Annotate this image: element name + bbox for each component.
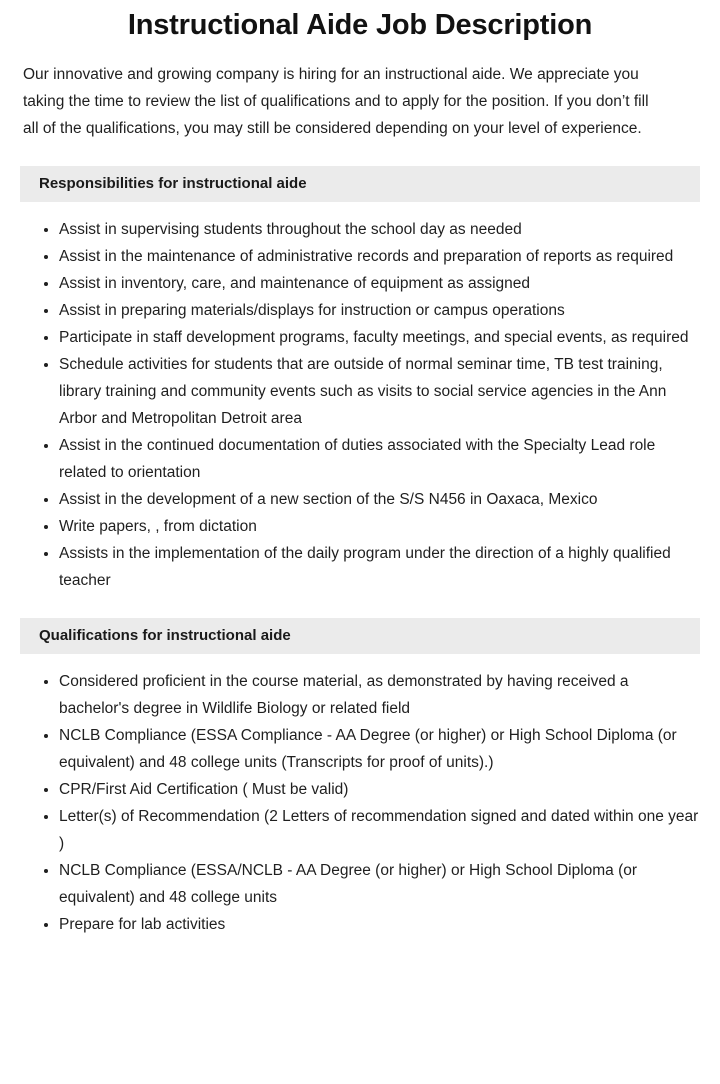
list-item: CPR/First Aid Certification ( Must be valid) [20,776,700,803]
list-item: Letter(s) of Recommendation (2 Letters of recommendation signed and dated within one year ) [20,803,700,857]
list-item: Participate in staff development programs, faculty meetings, and special events, as required [20,324,700,351]
qualifications-list [0,654,720,938]
list-item: Assists in the implementation of the daily program under the direction of a highly qualified teacher [20,540,700,594]
list-item: Prepare for lab activities [20,911,700,938]
page-title: Instructional Aide Job Description [127,9,593,41]
qualifications-section-header [20,618,700,654]
list-item: Write papers, , from dictation [20,513,700,540]
list-item: Assist in the continued documentation of duties associated with the Specialty Lead role related to orientation [20,432,700,486]
list-item: Considered proficient in the course material, as demonstrated by having received a bachelor's degree in Wildlife Biology or related field [20,668,700,722]
responsibilities-section-header [20,166,700,202]
qualifications-heading: Qualifications for instructional aide [39,627,291,644]
list-item: Assist in the development of a new section of the S/S N456 in Oaxaca, Mexico [20,486,700,513]
list-item: Assist in preparing materials/displays for instruction or campus operations [20,297,700,324]
list-item: Assist in the maintenance of administrative records and preparation of reports as required [20,243,700,270]
responsibilities-list [0,202,720,594]
responsibilities-heading: Responsibilities for instructional aide [39,175,307,192]
intro-paragraph: Our innovative and growing company is hiring for an instructional aide. We appreciate you taking the time to review the list of qualifications and to apply for the position. If you don’t fill all of the qualifications, you may still be considered depending on your level of experience. [23,66,649,137]
list-item: NCLB Compliance (ESSA Compliance - AA Degree (or higher) or High School Diploma (or equivalent) and 48 college units (Transcripts for proof of units).) [20,722,700,776]
list-item: Schedule activities for students that are outside of normal seminar time, TB test training, library training and community events such as visits to social service agencies in the Ann Arbor and Metropolitan Detroit area [20,351,700,432]
list-item: NCLB Compliance (ESSA/NCLB - AA Degree (or higher) or High School Diploma (or equivalent) and 48 college units [20,857,700,911]
list-item: Assist in supervising students throughout the school day as needed [20,216,700,243]
list-item: Assist in inventory, care, and maintenance of equipment as assigned [20,270,700,297]
